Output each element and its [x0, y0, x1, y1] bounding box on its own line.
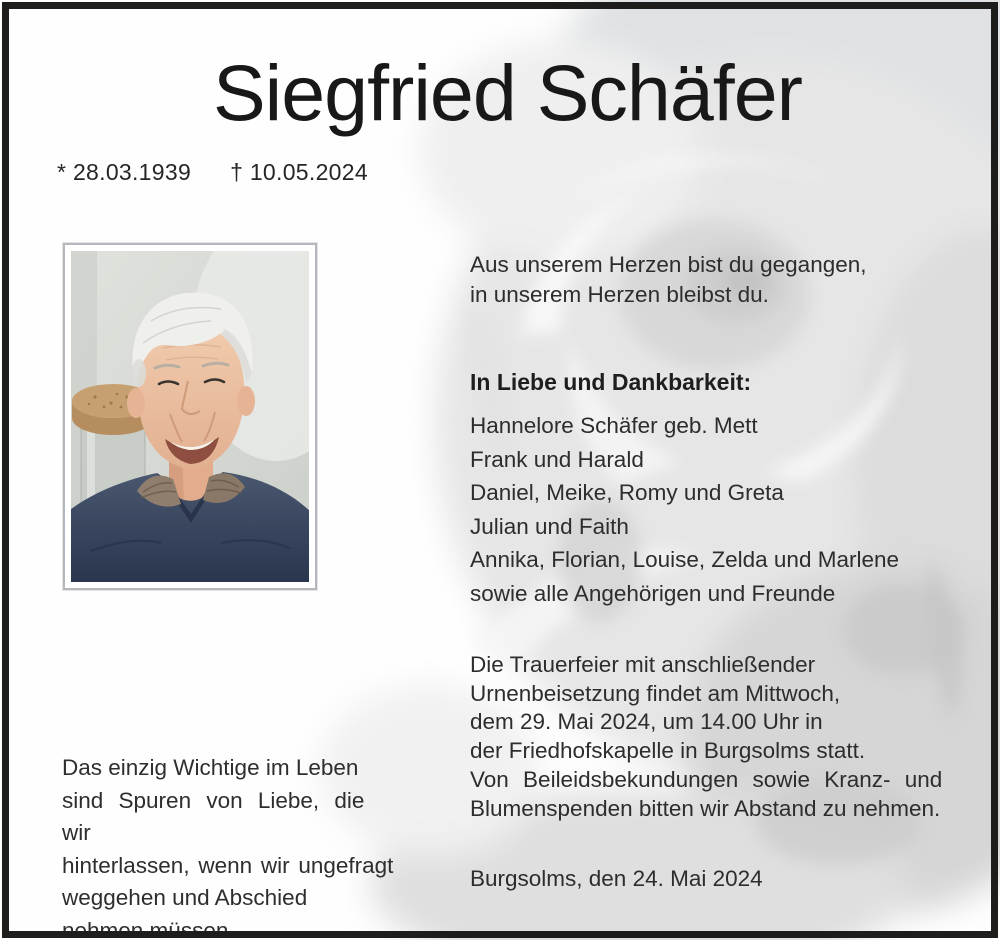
funeral-line: dem 29. Mai 2024, um 14.00 Uhr in — [470, 709, 823, 735]
intro-verse — [470, 250, 867, 310]
mourner-line: Daniel, Meike, Romy und Greta — [470, 480, 784, 505]
funeral-line: Urnenbeisetzung findet am Mittwoch, — [470, 680, 841, 706]
funeral-line: der Friedhofskapelle in Burgsolms statt. — [470, 738, 866, 764]
life-dates — [57, 159, 368, 186]
quote-line: nehmen müssen. — [62, 917, 235, 940]
memorial-quote — [62, 752, 402, 940]
quote-line: Das einzig Wichtige im Leben — [62, 755, 359, 780]
mourner-line: Hannelore Schäfer geb. Mett — [470, 413, 758, 438]
mourner-line: sowie alle Angehörigen und Freunde — [470, 580, 836, 606]
tribute-heading: In Liebe und Dankbarkeit: — [470, 369, 752, 395]
mourner-line: Annika, Florian, Louise, Zelda und Marlene — [470, 547, 899, 572]
birth-date: * 28.03.1939 — [57, 159, 192, 185]
funeral-line: Die Trauerfeier mit anschließender — [470, 652, 816, 677]
mourner-line: Frank und Harald — [470, 446, 644, 472]
portrait-photo — [63, 243, 317, 590]
deceased-name: Siegfried Schäfer — [212, 48, 802, 137]
signoff-date: Burgsolms, den 24. Mai 2024 — [470, 866, 763, 891]
quote-line: hinterlassen, wenn wir ungefragt — [62, 852, 394, 878]
mourner-line: Julian und Faith — [470, 513, 629, 539]
quote-line: weggehen und Abschied — [62, 885, 308, 911]
intro-line: in unserem Herzen bleibst du. — [470, 282, 769, 307]
intro-line: Aus unserem Herzen bist du gegangen, — [470, 252, 867, 277]
quote-line: sind Spuren von Liebe, die wir — [62, 787, 365, 846]
funeral-line: Von Beileidsbekundungen sowie Kranz- und — [470, 766, 943, 792]
funeral-details — [470, 651, 948, 823]
funeral-line: Blumenspenden bitten wir Abstand zu nehmen. — [470, 795, 941, 821]
death-date: † 10.05.2024 — [230, 159, 368, 185]
mourners-list — [470, 409, 899, 610]
